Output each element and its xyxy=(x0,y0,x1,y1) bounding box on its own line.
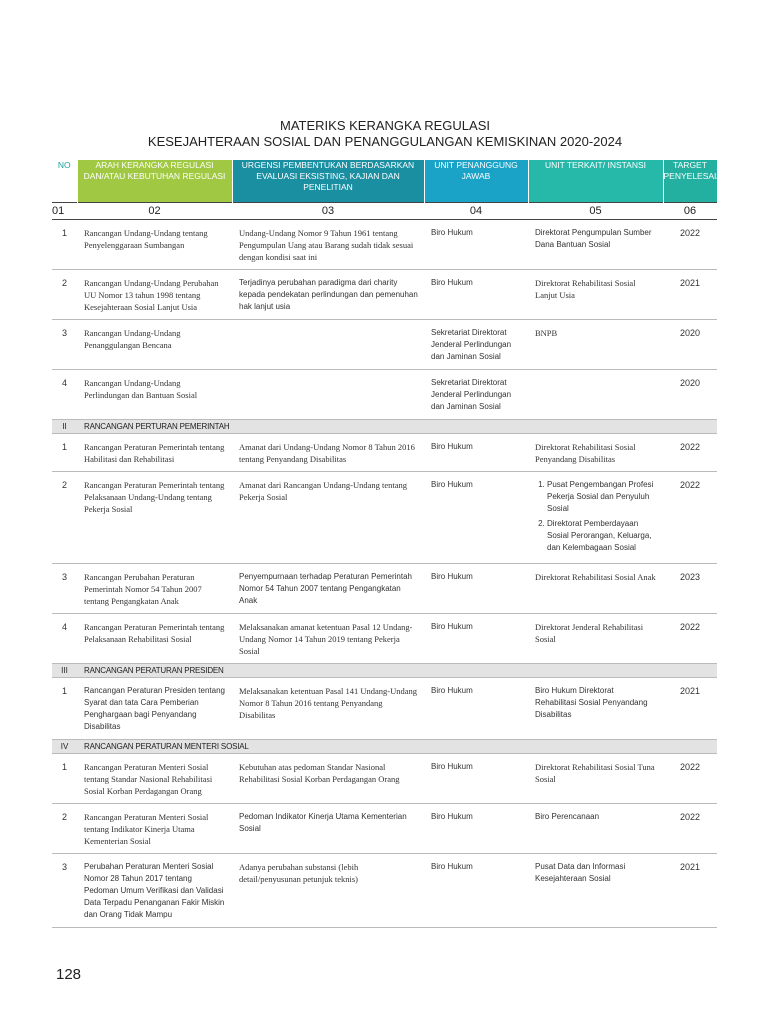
row-urgensi: Amanat dari Undang-Undang Nomor 8 Tahun 2016 tentang Penyandang Disabilitas xyxy=(232,434,424,472)
document-title xyxy=(0,118,770,150)
row-terkait: Biro Hukum Direktorat Rehabilitasi Sosial Penyandang Disabilitas xyxy=(528,678,663,740)
row-target: 2021 xyxy=(663,678,717,740)
row-unit: Sekretariat Direktorat Jenderal Perlindungan dan Jaminan Sosial xyxy=(424,320,528,370)
list-item: 1. Pusat Pengembangan Profesi Pekerja Sosial dan Penyuluh Sosial xyxy=(547,479,657,515)
table-row xyxy=(52,270,717,320)
col-number: 01 xyxy=(52,203,77,220)
section-no: II xyxy=(52,420,77,434)
row-no: 4 xyxy=(52,370,77,420)
row-terkait: Direktorat Rehabilitasi Sosial Anak xyxy=(528,564,663,614)
row-unit: Biro Hukum xyxy=(424,678,528,740)
row-terkait: Direktorat Rehabilitasi Sosial Penyandang Disabilitas xyxy=(528,434,663,472)
col-number: 02 xyxy=(77,203,232,220)
section-label: RANCANGAN PERTURAN PEMERINTAH xyxy=(77,420,717,434)
title-line-1: MATERIKS KERANGKA REGULASI xyxy=(280,118,490,133)
row-unit: Biro Hukum xyxy=(424,270,528,320)
row-arah: Rancangan Undang-Undang Penanggulangan Bencana xyxy=(77,320,232,370)
row-urgensi xyxy=(232,320,424,370)
header-no: NO xyxy=(52,160,77,203)
row-unit: Biro Hukum xyxy=(424,472,528,564)
section-row xyxy=(52,664,717,678)
row-terkait: Direktorat Rehabilitasi Sosial Lanjut Usia xyxy=(528,270,663,320)
row-arah: Rancangan Undang-Undang Perlindungan dan Bantuan Sosial xyxy=(77,370,232,420)
header-arah: ARAH KERANGKA REGULASI DAN/ATAU KEBUTUHAN REGULASI xyxy=(77,160,232,203)
row-unit: Sekretariat Direktorat Jenderal Perlindungan dan Jaminan Sosial xyxy=(424,370,528,420)
row-unit: Biro Hukum xyxy=(424,434,528,472)
row-target: 2020 xyxy=(663,370,717,420)
row-target: 2022 xyxy=(663,614,717,664)
row-urgensi: Undang-Undang Nomor 9 Tahun 1961 tentang Pengumpulan Uang atau Barang sudah tidak sesuai dengan kondisi saat ini xyxy=(232,220,424,270)
table-row xyxy=(52,370,717,420)
row-urgensi: Melaksanakan ketentuan Pasal 141 Undang-Undang Nomor 8 Tahun 2016 tentang Penyandang Disabilitas xyxy=(232,678,424,740)
table-row xyxy=(52,804,717,854)
table-row xyxy=(52,320,717,370)
section-row xyxy=(52,740,717,754)
row-terkait: Direktorat Rehabilitasi Sosial Tuna Sosial xyxy=(528,754,663,804)
row-terkait xyxy=(528,472,663,564)
section-row xyxy=(52,420,717,434)
row-urgensi: Amanat dari Rancangan Undang-Undang tentang Pekerja Sosial xyxy=(232,472,424,564)
col-number: 06 xyxy=(663,203,717,220)
row-unit: Biro Hukum xyxy=(424,804,528,854)
regulation-matrix-table xyxy=(52,160,729,928)
row-arah: Rancangan Undang-Undang tentang Penyelenggaraan Sumbangan xyxy=(77,220,232,270)
row-no: 2 xyxy=(52,804,77,854)
row-terkait: Direktorat Jenderal Rehabilitasi Sosial xyxy=(528,614,663,664)
row-target: 2022 xyxy=(663,804,717,854)
row-target: 2022 xyxy=(663,434,717,472)
table-row xyxy=(52,754,717,804)
table-row xyxy=(52,564,717,614)
row-target: 2022 xyxy=(663,472,717,564)
header-urgensi: URGENSI PEMBENTUKAN BERDASARKAN EVALUASI EKSISTING, KAJIAN DAN PENELITIAN xyxy=(232,160,424,203)
section-label: RANCANGAN PERATURAN MENTERI SOSIAL xyxy=(77,740,717,754)
row-arah: Rancangan Peraturan Pemerintah tentang Habilitasi dan Rehabilitasi xyxy=(77,434,232,472)
row-no: 1 xyxy=(52,754,77,804)
row-target: 2021 xyxy=(663,854,717,928)
row-urgensi: Terjadinya perubahan paradigma dari charity kepada pendekatan perlindungan dan pemenuhan hak lanjut usia xyxy=(232,270,424,320)
table-row xyxy=(52,472,717,564)
row-no: 1 xyxy=(52,434,77,472)
column-number-row xyxy=(52,203,717,220)
row-no: 1 xyxy=(52,220,77,270)
row-arah: Rancangan Peraturan Menteri Sosial tentang Indikator Kinerja Utama Kementerian Sosial xyxy=(77,804,232,854)
section-no: III xyxy=(52,664,77,678)
row-urgensi xyxy=(232,370,424,420)
row-arah: Rancangan Peraturan Menteri Sosial tentang Standar Nasional Rehabilitasi Sosial Korban Perdagangan Orang xyxy=(77,754,232,804)
row-urgensi: Penyempurnaan terhadap Peraturan Pemerintah Nomor 54 Tahun 2007 tentang Pengangkatan Anak xyxy=(232,564,424,614)
row-terkait: BNPB xyxy=(528,320,663,370)
row-unit: Biro Hukum xyxy=(424,854,528,928)
col-number: 03 xyxy=(232,203,424,220)
row-urgensi: Melaksanakan amanat ketentuan Pasal 12 Undang-Undang Nomor 14 Tahun 2019 tentang Pekerja Sosial xyxy=(232,614,424,664)
section-no: IV xyxy=(52,740,77,754)
table-row xyxy=(52,854,717,928)
row-no: 3 xyxy=(52,564,77,614)
col-number: 05 xyxy=(528,203,663,220)
row-urgensi: Kebutuhan atas pedoman Standar Nasional Rehabilitasi Sosial Korban Perdagangan Orang xyxy=(232,754,424,804)
row-target: 2022 xyxy=(663,754,717,804)
row-no: 2 xyxy=(52,472,77,564)
title-line-2: KESEJAHTERAAN SOSIAL DAN PENANGGULANGAN KEMISKINAN 2020-2024 xyxy=(147,134,623,149)
header-target: TARGET PENYELESAIAN xyxy=(663,160,717,203)
table-row xyxy=(52,614,717,664)
table-row xyxy=(52,220,717,270)
row-unit: Biro Hukum xyxy=(424,220,528,270)
row-terkait xyxy=(528,370,663,420)
row-urgensi: Pedoman Indikator Kinerja Utama Kementerian Sosial xyxy=(232,804,424,854)
row-target: 2023 xyxy=(663,564,717,614)
row-terkait: Pusat Data dan Informasi Kesejahteraan Sosial xyxy=(528,854,663,928)
table-row xyxy=(52,678,717,740)
row-no: 3 xyxy=(52,320,77,370)
row-target: 2020 xyxy=(663,320,717,370)
row-no: 1 xyxy=(52,678,77,740)
row-arah: Rancangan Peraturan Pemerintah tentang Pelaksanaan Undang-Undang tentang Pekerja Sosial xyxy=(77,472,232,564)
row-unit: Biro Hukum xyxy=(424,564,528,614)
row-arah: Rancangan Peraturan Pemerintah tentang Pelaksanaan Rehabilitasi Sosial xyxy=(77,614,232,664)
row-no: 2 xyxy=(52,270,77,320)
row-terkait: Biro Perencanaan xyxy=(528,804,663,854)
header-terkait: UNIT TERKAIT/ INSTANSI xyxy=(528,160,663,203)
row-arah: Rancangan Undang-Undang Perubahan UU Nomor 13 tahun 1998 tentang Kesejahteraan Sosial Lanjut Usia xyxy=(77,270,232,320)
row-target: 2021 xyxy=(663,270,717,320)
row-no: 4 xyxy=(52,614,77,664)
list-item: 2. Direktorat Pemberdayaan Sosial Perorangan, Keluarga, dan Kelembagaan Sosial xyxy=(547,518,657,554)
row-arah: Rancangan Perubahan Peraturan Pemerintah Nomor 54 Tahun 2007 tentang Pengangkatan Anak xyxy=(77,564,232,614)
row-unit: Biro Hukum xyxy=(424,614,528,664)
row-arah: Perubahan Peraturan Menteri Sosial Nomor 28 Tahun 2017 tentang Pedoman Umum Verifikasi dan Validasi Data Terpadu Penanganan Fakir Miskin dan Orang Tidak Mampu xyxy=(77,854,232,928)
institution-list xyxy=(535,479,657,554)
page-number: 128 xyxy=(56,966,82,983)
col-number: 04 xyxy=(424,203,528,220)
section-label: RANCANGAN PERATURAN PRESIDEN xyxy=(77,664,717,678)
row-terkait: Direktorat Pengumpulan Sumber Dana Bantuan Sosial xyxy=(528,220,663,270)
table-row xyxy=(52,434,717,472)
row-no: 3 xyxy=(52,854,77,928)
row-urgensi: Adanya perubahan substansi (lebih detail/penyusunan petunjuk teknis) xyxy=(232,854,424,928)
header-unit: UNIT PENANGGUNG JAWAB xyxy=(424,160,528,203)
row-target: 2022 xyxy=(663,220,717,270)
row-unit: Biro Hukum xyxy=(424,754,528,804)
row-arah: Rancangan Peraturan Presiden tentang Syarat dan tata Cara Pemberian Penghargaan bagi Penyandang Disabilitas xyxy=(77,678,232,740)
